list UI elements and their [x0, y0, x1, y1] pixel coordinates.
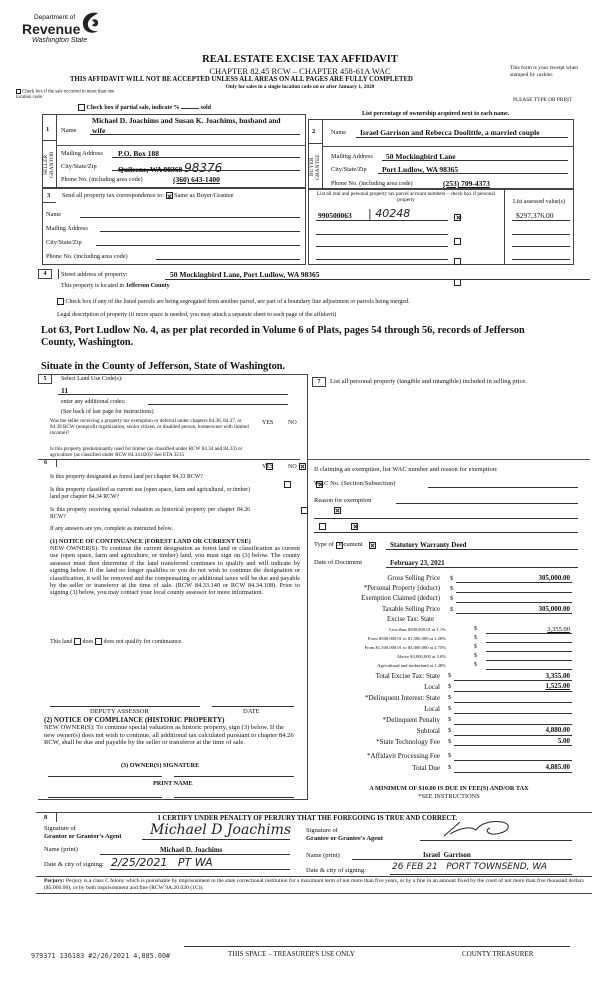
grantee-name[interactable]: Israel Garrison — [423, 851, 471, 859]
exemption-deduct-label: Exemption Claimed (deduct) — [361, 595, 440, 602]
buyer-name[interactable]: Israel Garrison and Rebecca Doolittle, a married couple — [360, 128, 540, 137]
property-street[interactable]: 50 Mockingbird Lane, Port Ludlow, WA 98365 — [170, 270, 320, 279]
section7-number: 7 — [312, 377, 326, 387]
bracket-field[interactable] — [486, 660, 572, 661]
gross-price-label: Gross Selling Price — [387, 575, 440, 582]
certification-number: 8 — [44, 814, 48, 821]
s6q0-no-checkbox[interactable] — [334, 507, 341, 514]
assessor-date-label: DATE — [243, 708, 260, 715]
bracket-label: Less than $500,000.01 at 1.1% — [389, 627, 446, 632]
exemption-deduct-field[interactable] — [456, 602, 572, 603]
delinquent-penalty-label: *Delinquent Penalty — [382, 716, 440, 724]
buyer-phone-label: Phone No. (including area code) — [331, 180, 413, 187]
total-excise-state-label: Total Excise Tax: State — [375, 672, 440, 680]
print-name-line-2[interactable] — [174, 797, 294, 798]
segregation-check[interactable] — [57, 298, 410, 305]
street-label: Street address of property: — [61, 271, 128, 278]
buyer-mailing[interactable]: 50 Mockingbird Lane — [386, 152, 456, 161]
owner-signature-line-2[interactable] — [174, 776, 294, 777]
personal-property-label: List all personal property (tangible and intangible) included in selling price. — [330, 378, 527, 385]
grantee-date-label: Date & city of signing: — [306, 867, 366, 874]
total-due-label: Total Due — [412, 764, 440, 772]
perjury-notice: Perjury: Perjury is a class C felony which is punishable by imprisonment in the state correctional institution for a maximum term of not more than five years, or by a fine in an amount fixed by the court of not more than five thousand dollars ($5,000.00), or by both imprisonment and fine (RCW 9A.20.020 (1C)). — [44, 878, 584, 891]
parcel-assessed-field[interactable] — [512, 259, 570, 260]
parcel-assessed-field[interactable] — [512, 246, 570, 247]
form-note: Only for sales in a single location code on or after January 1, 2020 — [225, 84, 375, 90]
tech-fee-value[interactable]: 5.00 — [557, 737, 570, 745]
partial-sale-check[interactable] — [78, 104, 211, 111]
grantee-signature[interactable] — [440, 816, 520, 840]
seller-name-label: Name — [61, 127, 77, 134]
land-use-label: Select Land Use Code(s): — [61, 376, 123, 382]
correspondence-name-label: Name — [46, 211, 62, 218]
parcel-number-field[interactable] — [316, 259, 448, 260]
section6-instruction: If any answers are yes, complete as instructed below. — [50, 526, 173, 532]
same-as-buyer-label: Same as Buyer/Grantee — [174, 192, 234, 199]
receipt-note: This form is your receipt when stamped by cashier. — [510, 65, 578, 78]
print-name-label: PRINT NAME — [153, 780, 193, 787]
total-due-value[interactable]: 4,885.00 — [545, 763, 570, 771]
s6q1-yes-checkbox[interactable] — [319, 523, 326, 530]
property-section-number: 4 — [38, 269, 52, 279]
correspondence-phone-field[interactable] — [156, 259, 300, 260]
section6-question-0: Is this property designated as forest land per chapter 84.33 RCW? — [50, 474, 203, 480]
logo-revenue-text: Revenue — [22, 21, 81, 37]
deputy-assessor-label: DEPUTY ASSESSOR — [90, 708, 149, 715]
section6-yes-header: YES — [262, 464, 274, 470]
assessor-date-line[interactable] — [212, 706, 294, 707]
seller-name[interactable]: Michael D. Joachims and Susan K. Joachims, husband and — [92, 116, 281, 125]
grantor-signature[interactable]: Michael D Joachims — [150, 822, 292, 838]
ownership-note: List percentage of ownership acquired next to each name. — [362, 111, 510, 117]
buyer-name-label: Name — [331, 129, 347, 136]
continuance-line: This land does does not qualify for continuance. — [50, 638, 183, 645]
deputy-assessor-signature-line[interactable] — [50, 706, 200, 707]
seller-city[interactable]: Quilcene, WA 98368 98376 — [118, 161, 223, 175]
seller-name-line2[interactable]: wife — [92, 126, 106, 135]
parcels-header: List all real and personal property tax parcel account numbers – check box if personal property — [316, 191, 496, 203]
segregation-label: Check box if any of the listed parcels are being segregated from another parcel, are part of a boundary line adjustment or parcels being merged. — [65, 298, 410, 305]
form-subtitle: CHAPTER 82.45 RCW – CHAPTER 458-61A WAC — [209, 66, 391, 76]
correspondence-phone-label: Phone No. (including area code) — [46, 253, 128, 260]
type-or-print: PLEASE TYPE OR PRINT — [513, 97, 573, 103]
doc-type[interactable]: Statutory Warranty Deed — [390, 541, 467, 549]
grantee-name-label: Name (print) — [306, 852, 340, 859]
delinquent-interest-local-field[interactable] — [454, 713, 572, 714]
partial-sale-checkbox[interactable] — [78, 104, 85, 111]
wac-field[interactable] — [428, 487, 578, 488]
parcel-personal-checkbox[interactable] — [454, 214, 461, 221]
doc-date-label: Date of Document — [314, 559, 363, 566]
form-title: REAL ESTATE EXCISE TAX AFFIDAVIT — [202, 54, 398, 65]
parcel-personal-checkbox[interactable] — [454, 258, 461, 265]
bracket-field[interactable] — [486, 642, 572, 643]
delinquent-penalty-field[interactable] — [454, 724, 572, 725]
wac-label: WAC No. (Section/Subsection) — [314, 480, 396, 487]
land-use-instructions: (See back of last page for instructions) — [61, 409, 154, 415]
grantee-date[interactable]: 26 FEB 21 PORT TOWNSEND, WA — [392, 862, 547, 872]
grantor-date[interactable]: 2/25/2021 PT WA — [111, 856, 213, 869]
see-instructions: *SEE INSTRUCTIONS — [418, 793, 480, 800]
does-not-qualify-checkbox[interactable] — [95, 638, 102, 645]
notice2-title: (2) NOTICE OF COMPLIANCE (HISTORIC PROPERTY) — [44, 716, 225, 724]
section6-number: 6 — [44, 460, 47, 466]
seller-mailing-label: Mailing Address — [61, 150, 103, 157]
s6q1-no-checkbox[interactable] — [351, 523, 358, 530]
situate-text[interactable]: Situate in the County of Jefferson, State of Washington. — [41, 361, 286, 372]
parcel-number-field[interactable] — [316, 246, 448, 247]
multi-location-label: Check box if the sale occurred in more than one location code. — [16, 89, 115, 101]
tech-fee-label: *State Technology Fee — [376, 738, 440, 746]
q1-yes-checkbox[interactable] — [284, 481, 291, 488]
certification-statement: I CERTIFY UNDER PENALTY OF PERJURY THAT THE FOREGOING IS TRUE AND CORRECT. — [158, 815, 458, 822]
legal-description[interactable]: Lot 63, Port Ludlow No. 4, as per plat recorded in Volume 6 of Plats, pages 54 through 56, records of Jefferson County, Washington. — [41, 325, 525, 348]
q0-no-checkbox[interactable] — [299, 463, 306, 470]
minimum-note: A MINIMUM OF $10.00 IS DUE IN FEE(S) AND/OR TAX — [369, 785, 529, 792]
notice1-body: NEW OWNER(S): To continue the current designation as forest land or classification as current use (open space, farm and agriculture, or timber) land, you must sign on (3) below. The county assessor must then determine if the land transferred continues to qualify and will indicate by signing below. If the land no longer qualifies or you do not wish to continue the designation or classification, it will be removed and the compensating or additional taxes will be due and payable by the seller or transferor at the time of sale. (RCW 84.33.140 or RCW 84.34.108). Prior to signing (3) below, you may contact your local county assessor for more information. — [50, 545, 300, 597]
owner-signature-label: (3) OWNER(S) SIGNATURE — [121, 762, 200, 769]
exemption-label: If claiming an exemption, list WAC number and reason for exemption: — [314, 466, 498, 473]
correspondence-mailing-field[interactable] — [100, 231, 300, 232]
owner-signature-line-1[interactable] — [48, 776, 162, 777]
grantee-signature-label: Signature of Grantee or Grantee's Agent — [306, 827, 383, 842]
subtotal-label: Subtotal — [416, 727, 440, 735]
gross-price-value[interactable]: 305,000.00 — [538, 574, 570, 582]
personal-property-deduct-field[interactable] — [456, 592, 572, 593]
same-as-buyer-checkbox[interactable] — [166, 192, 173, 199]
seller-phone[interactable]: (360) 643-1400 — [173, 175, 220, 184]
processing-fee-field[interactable] — [454, 760, 572, 761]
grantor-name[interactable]: Michael D. Joachims — [160, 846, 223, 854]
seller-zip-handwritten: 98376 — [184, 161, 223, 175]
assessed-header: List assessed value(s) — [513, 199, 565, 205]
seller-side-label: SELLER GRANTOR — [43, 151, 55, 179]
reason-field-1[interactable] — [396, 503, 578, 504]
total-excise-state-value[interactable]: 3,355.00 — [545, 672, 570, 680]
print-name-line-1[interactable] — [48, 797, 162, 798]
county-line: This property is located in Jefferson County — [61, 283, 170, 289]
subtotal-value[interactable]: 4,880.00 — [545, 726, 570, 734]
correspondence-label: Send all property tax correspondence to: Same as Buyer/Grantee — [62, 192, 234, 199]
grantor-name-label: Name (print) — [44, 846, 78, 853]
multi-location-check[interactable] — [16, 89, 126, 101]
form-warning: THIS AFFIDAVIT WILL NOT BE ACCEPTED UNLESS ALL AREAS ON ALL PAGES ARE FULLY COMPLETED — [70, 76, 413, 83]
buyer-mailing-label: Mailing Address — [331, 153, 373, 160]
bracket-value[interactable]: 3,355.00 — [547, 626, 570, 633]
correspondence-city-field[interactable] — [96, 245, 300, 246]
excise-local-label: Local — [424, 683, 440, 691]
correspondence-section-number: 3 — [47, 192, 51, 199]
partial-sale-suffix: sold — [200, 104, 212, 111]
delinquent-interest-state-field[interactable] — [454, 702, 572, 703]
dor-logo — [22, 4, 102, 52]
seller-mailing[interactable]: P.O. Box 188 — [118, 149, 159, 158]
buyer-side-label: BUYER GRANTEE — [309, 154, 321, 180]
section6-question-2: Is this property receiving special valuation as historical property per chapter 84.26 RCW? — [50, 507, 250, 520]
currency-sign: $ — [450, 575, 454, 582]
delinquent-interest-local-label: Local — [424, 705, 440, 713]
processing-fee-label: *Affidavit Processing Fee — [367, 752, 440, 760]
grantor-date-label: Date & city of signing: — [44, 861, 104, 868]
land-use-section-number: 5 — [38, 374, 52, 384]
treasurer-use-label: THIS SPACE – TREASURER'S USE ONLY — [228, 950, 355, 958]
reason-label: Reason for exemption — [314, 497, 372, 504]
excise-header: Excise Tax: State — [387, 616, 434, 623]
property-county: Jefferson County — [125, 283, 170, 289]
logo-state-text: Washington State — [32, 37, 88, 44]
legal-label: Legal description of property (if more space is needed, you may attach a separate sheet to each page of the affidavit) — [57, 312, 337, 318]
buyer-section-number: 2 — [312, 128, 316, 135]
land-use-question-0: Was the seller receiving a property tax exemption or deferral under chapters 84.36, 84.37, or 84.38 RCW (nonprofit organization, senior citizen, or disabled person, homeowner with limited income)? — [50, 418, 249, 437]
additional-codes-field[interactable] — [148, 404, 288, 405]
multi-location-checkbox[interactable] — [16, 89, 21, 94]
personal-property-deduct-label: *Personal Property (deduct) — [363, 585, 440, 592]
seller-city-label: City/State/Zip — [61, 163, 97, 170]
logo-dept-text: Department of — [34, 14, 76, 21]
land-use-code[interactable]: 11 — [61, 386, 69, 395]
doc-type-label: Type of Document — [314, 541, 363, 548]
buyer-city-label: City/State/Zip — [331, 166, 367, 173]
correspondence-mailing-label: Mailing Address — [46, 225, 88, 232]
parcel-assessed-value[interactable]: $297,376.00 — [516, 211, 554, 220]
land-use-no-header: NO — [288, 420, 297, 426]
s6q2-no-checkbox[interactable] — [369, 542, 376, 549]
section6-no-header: NO — [288, 464, 297, 470]
buyer-city[interactable]: Port Ludlow, WA 98365 — [382, 165, 459, 174]
bracket-field[interactable] — [486, 669, 572, 670]
correspondence-city-label: City/State/Zip — [46, 239, 82, 246]
segregation-checkbox[interactable] — [57, 298, 64, 305]
parcel-personal-checkbox[interactable] — [454, 238, 461, 245]
county-treasurer-label: COUNTY TREASURER — [462, 950, 534, 958]
delinquent-interest-state-label: *Delinquent Interest: State — [364, 694, 440, 702]
reason-field-2[interactable] — [314, 518, 578, 519]
partial-sale-label: Check box if partial sale, indicate % — [86, 104, 180, 111]
land-use-yes-header: YES — [262, 420, 274, 426]
seller-phone-label: Phone No. (including area code) — [61, 176, 143, 183]
parcel-assessed-field[interactable] — [512, 234, 570, 235]
notice2-body: NEW OWNER(S): To continue special valuation as historic property, sign (3) below. If the new owner(s) does not wish to continue, all additional tax calculated pursuant to chapter 84.26 RCW, shall be due and payable by the seller or transferor at the time of sale. — [44, 724, 294, 747]
seller-section-number: 1 — [46, 126, 50, 133]
land-use-question-1: Is this property predominantly used for timber (as classified under RCW 84.34 and 84.33) or agriculture (as classified under RCW 84.34.020)? See ETA 3215 — [50, 446, 243, 459]
does-qualify-checkbox[interactable] — [74, 638, 81, 645]
doc-date[interactable]: February 23, 2021 — [390, 559, 445, 567]
reason-field-3[interactable] — [314, 532, 578, 533]
section6-question-1: Is this property classified as current use (open space, farm and agricultural, or timber) land per chapter 84.34 RCW? — [50, 487, 250, 500]
bracket-field[interactable] — [486, 651, 572, 652]
buyer-phone[interactable]: (253) 709-4373 — [443, 179, 490, 188]
dor-swirl-logo-icon — [80, 10, 102, 36]
excise-local-value[interactable]: 1,525.00 — [545, 682, 570, 690]
notice1-title: (1) NOTICE OF CONTINUANCE (FOREST LAND OR CURRENT USE) — [50, 538, 251, 545]
parcel-number-field[interactable] — [316, 234, 448, 235]
s6q0-yes-checkbox[interactable] — [301, 507, 308, 514]
additional-codes-label: enter any additional codes: — [61, 399, 126, 405]
taxable-price-label: Taxable Selling Price — [381, 606, 440, 613]
cashier-stamp: 979371 136183 #2/26/2021 4,885.00# — [31, 952, 171, 960]
correspondence-name-field[interactable] — [80, 217, 300, 218]
parcel-number[interactable]: 990500063 — [318, 211, 352, 220]
grantor-signature-label: Signature of Grantor or Grantor's Agent — [44, 825, 122, 840]
taxable-price-value[interactable]: 305,000.00 — [538, 605, 570, 613]
parcel-number-handwritten: | 40248 — [368, 207, 411, 220]
